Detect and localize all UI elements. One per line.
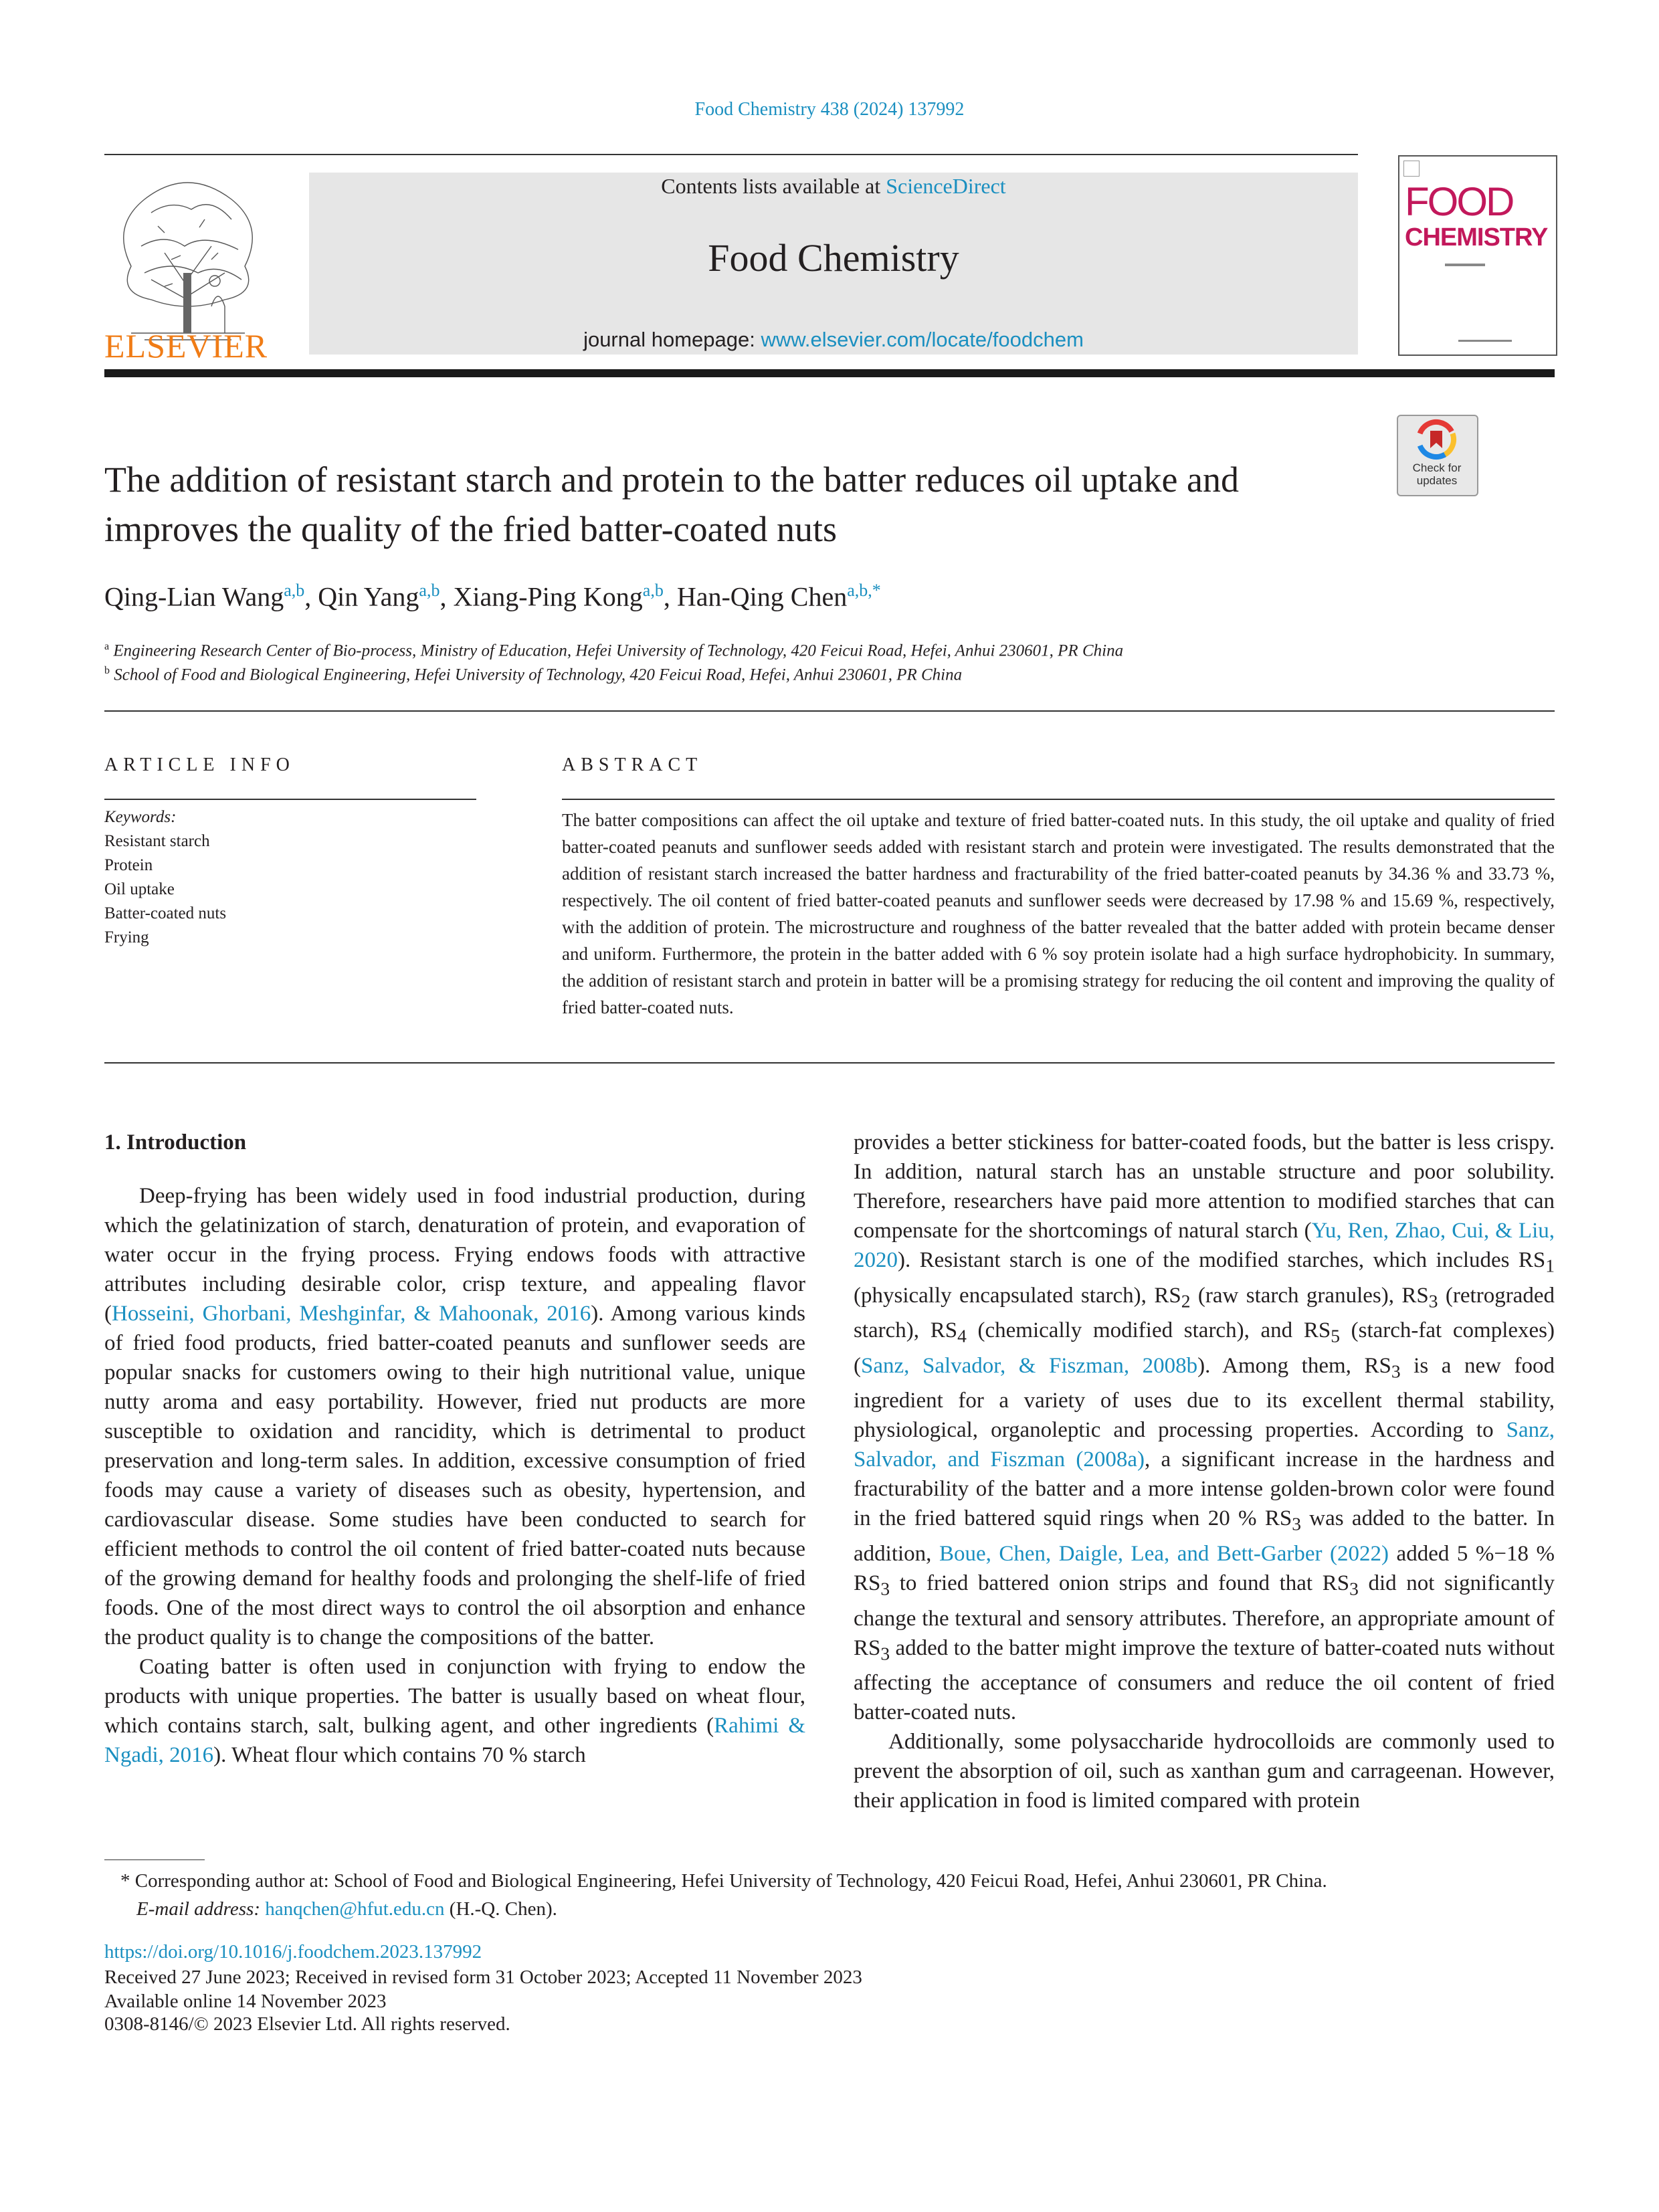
section-heading-introduction: 1. Introduction: [104, 1130, 247, 1154]
abstract-heading: ABSTRACT: [562, 755, 703, 775]
journal-reference[interactable]: [0, 99, 1659, 120]
cover-title-chemistry: CHEMISTRY: [1405, 223, 1548, 252]
citation-link[interactable]: Yu, Ren, Zhao, Cui, & Liu, 2020: [854, 1219, 1555, 1272]
affiliation-mark: b: [104, 665, 110, 676]
subscript: 1: [1545, 1255, 1555, 1276]
subscript: 2: [1181, 1290, 1191, 1312]
paragraph-text: provides a better stickiness for batter-coated foods, but the batter is less crispy. In addition, natural starch has an unstable structure and poor solubility. Therefore, researchers have paid more attention to modified starches that can compensate for the shortcomings of natural starch (: [854, 1130, 1555, 1243]
paragraph-text: to fried battered onion strips and found that RS: [890, 1571, 1350, 1595]
homepage-line: [309, 328, 1358, 352]
body-left-column: [104, 1128, 805, 1770]
paragraph-text: added to the batter might improve the texture of batter-coated nuts without affecting the acceptance of consumers and reduce the oil content of fried batter-coated nuts.: [854, 1635, 1555, 1725]
header-rule: [104, 154, 1358, 155]
elsevier-wordmark: ELSEVIER: [104, 327, 268, 365]
keyword-item: Resistant starch: [104, 832, 210, 850]
check-for-updates-label: [1397, 462, 1477, 487]
paragraph: Additionally, some polysaccharide hydrocolloids are commonly used to prevent the absorption of oil, such as xanthan gum and carrageenan. However, their application in food is limited compared with protein: [854, 1730, 1555, 1813]
paragraph-text: ). Resistant starch is one of the modified starches, which includes RS: [898, 1248, 1546, 1272]
contents-line: [309, 174, 1358, 199]
journal-name: Food Chemistry: [708, 236, 959, 280]
cover-footer-line: [1458, 340, 1512, 342]
author-affil-mark[interactable]: a,b,*: [847, 581, 881, 600]
subscript: 3: [880, 1578, 890, 1599]
citation-link[interactable]: Rahimi & Ngadi, 2016: [104, 1714, 805, 1767]
author-affil-mark[interactable]: a,b: [642, 581, 664, 600]
subscript: 3: [1428, 1290, 1438, 1312]
paragraph-text: (raw starch granules), RS: [1190, 1283, 1429, 1308]
author-name[interactable]: Qin Yang: [318, 581, 419, 612]
affiliation-text: Engineering Research Center of Bio-process, Ministry of Education, Hefei University of Technology, 420 Feicui Road, Hefei, Anhui 230601, PR China: [113, 641, 1124, 660]
header-thick-rule: [104, 369, 1555, 377]
paragraph-text: (retrograded starch), RS: [854, 1283, 1555, 1343]
citation-link[interactable]: Boue, Chen, Daigle, Lea, and Bett-Garber (2022): [939, 1541, 1389, 1566]
contents-prefix: Contents lists available at: [661, 174, 886, 198]
subscript: 5: [1331, 1325, 1340, 1346]
keywords-heading: Keywords:: [104, 808, 177, 826]
article-title: The addition of resistant starch and protein to the batter reduces oil uptake and improves the quality of the fried batter-coated nuts: [104, 460, 1239, 549]
paragraph-text: Coating batter is often used in conjunction with frying to endow the products with unique properties. The batter is usually based on wheat flour, which contains starch, salt, bulking agent, and other ingredients (: [104, 1655, 805, 1738]
cover-title-food: FOOD: [1405, 179, 1513, 224]
author-affil-mark[interactable]: a,b: [284, 581, 305, 600]
email-suffix: (H.-Q. Chen).: [444, 1898, 557, 1920]
cover-editor-line: [1445, 264, 1485, 266]
subscript: 3: [1391, 1361, 1401, 1382]
cover-logo-icon: [1403, 161, 1420, 177]
body-right-column: [854, 1128, 1555, 1815]
paragraph: [104, 1652, 805, 1770]
affiliation-a: [104, 641, 1123, 660]
author-name[interactable]: Han-Qing Chen: [676, 581, 848, 612]
copyright-line: 0308-8146/© 2023 Elsevier Ltd. All rights reserved.: [104, 2013, 510, 2035]
citation-link[interactable]: Sanz, Salvador, & Fiszman, 2008b: [861, 1353, 1198, 1378]
email-link[interactable]: hanqchen@hfut.edu.cn: [265, 1898, 445, 1920]
paragraph-text: (physically encapsulated starch), RS: [854, 1283, 1181, 1308]
keyword-item: Frying: [104, 928, 149, 946]
affiliation-mark: a: [104, 641, 110, 652]
received-dates: Received 27 June 2023; Received in revised form 31 October 2023; Accepted 11 November 2023: [104, 1967, 862, 1988]
paragraph-text: ). Among various kinds of fried food products, fried batter-coated peanuts and sunflower seeds are popular snacks for customers owing to their high nutritional value, unique nutty aroma and easy portability. However, fried nut products are more susceptible to oxidation and rancidity, which is detrimental to product preservation and long-term sales. In addition, excessive consumption of fried foods may cause a variety of diseases such as obesity, hypertension, and cardiovascular disease. Some studies have been conducted to search for efficient methods to control the oil content of fried batter-coated nuts because of the growing demand for healthy foods and prolonging the shelf-life of fried foods. One of the most direct ways to control the oil absorption and enhance the product quality is to change the compositions of the batter.: [104, 1302, 805, 1649]
check-for-updates-icon: [1416, 419, 1457, 460]
affiliation-b: [104, 665, 962, 684]
subscript: 3: [880, 1643, 890, 1664]
paragraph-text: ). Wheat flour which contains 70 % starch: [213, 1743, 586, 1767]
abstract-bottom-rule: [104, 1062, 1555, 1064]
available-online: Available online 14 November 2023: [104, 1991, 387, 2012]
check-label-2: updates: [1416, 474, 1458, 487]
abstract-rule: [562, 799, 1555, 800]
doi-line[interactable]: [104, 1940, 482, 1964]
paragraph: [104, 1181, 805, 1652]
journal-reference-link[interactable]: Food Chemistry 438 (2024) 137992: [694, 99, 965, 120]
keyword-item: Oil uptake: [104, 880, 175, 898]
email-note: [136, 1896, 557, 1922]
paragraph-text: is a new food ingredient for a variety of uses due to its excellent thermal stability, physiological, organoleptic and processing properties. According to: [854, 1353, 1555, 1443]
doi-link[interactable]: https://doi.org/10.1016/j.foodchem.2023.137992: [104, 1941, 482, 1963]
paragraph-text: was added to the batter. In addition,: [854, 1506, 1555, 1566]
corresponding-author-note: * Corresponding author at: School of Food and Biological Engineering, Hefei University of Technology, 420 Feicui Road, Hefei, Anhui 230601, PR China.: [120, 1870, 1327, 1892]
citation-link[interactable]: Sanz, Salvador, and Fiszman (2008a): [854, 1418, 1555, 1472]
subscript: 4: [957, 1325, 967, 1346]
keyword-item: Protein: [104, 856, 153, 874]
check-label-1: Check for: [1412, 462, 1462, 474]
article-info-rule: [104, 799, 476, 800]
paragraph: [854, 1128, 1555, 1727]
paragraph-text: (starch-fat complexes) (: [854, 1318, 1555, 1378]
paragraph-text: added 5 %−18 % RS: [854, 1541, 1555, 1595]
subscript: 3: [1292, 1513, 1301, 1534]
sciencedirect-link[interactable]: ScienceDirect: [886, 174, 1006, 198]
paragraph-text: Deep-frying has been widely used in food industrial production, during which the gelatinization of starch, denaturation of protein, and evaporation of water occur in the frying process. Frying endows foods with attractive attributes including desirable color, crisp texture, and appealing flavor (: [104, 1184, 805, 1326]
email-label: E-mail address:: [136, 1898, 260, 1920]
paragraph-text: (chemically modified starch), and RS: [966, 1318, 1331, 1343]
author-name[interactable]: Qing-Lian Wang: [104, 581, 284, 612]
paragraph-text: ). Among them, RS: [1197, 1353, 1391, 1378]
citation-link[interactable]: Hosseini, Ghorbani, Meshginfar, & Mahoonak, 2016: [112, 1302, 591, 1326]
affiliation-text: School of Food and Biological Engineering, Hefei University of Technology, 420 Feicui Road, Hefei, Anhui 230601, PR China: [114, 666, 963, 684]
subscript: 3: [1349, 1578, 1359, 1599]
keyword-item: Batter-coated nuts: [104, 904, 227, 922]
homepage-prefix: journal homepage:: [583, 328, 761, 351]
journal-homepage-link[interactable]: www.elsevier.com/locate/foodchem: [761, 328, 1084, 351]
author-list: Qing-Lian Wang$^{a,b}$, Qin Yang$^{a,b}$, Xiang-Ping Kong$^{a,b}$, Han-Qing Chen$^{a,b,*}$: [104, 581, 881, 612]
paragraph-text: did not significantly change the textural and sensory attributes. Therefore, an appropriate amount of RS: [854, 1571, 1555, 1660]
author-affil-mark[interactable]: a,b: [419, 581, 440, 600]
author-name[interactable]: Xiang-Ping Kong: [453, 581, 643, 612]
article-info-heading: ARTICLE INFO: [104, 755, 295, 775]
abstract-text: The batter compositions can affect the oil uptake and texture of fried batter-coated nuts. In this study, the oil uptake and quality of fried batter-coated peanuts and sunflower seeds added with resistant starch and protein were investigated. The results demonstrated that the addition of resistant starch increased the batter hardness and fracturability of the fried batter-coated peanuts by 34.36 % and 33.73 %, respectively. The oil content of fried batter-coated peanuts and sunflower seeds were decreased by 17.98 % and 15.69 %, respectively, with the addition of protein. The microstructure and roughness of the batter revealed that the batter added with protein became denser and uniform. Furthermore, the protein in the batter added with 6 % soy protein isolate had a high surface hydrophobicity. In summary, the addition of resistant starch and protein in batter will be a promising strategy for reducing the oil content and improving the quality of fried batter-coated nuts.: [562, 810, 1555, 1017]
info-top-rule: [104, 710, 1555, 712]
section-spacer: [104, 1157, 805, 1181]
footnote-rule: [104, 1859, 205, 1860]
paragraph-text: , a significant increase in the hardness and fracturability of the batter and a more intense golden-brown color were found in the fried battered squid rings when 20 % RS: [854, 1447, 1555, 1531]
